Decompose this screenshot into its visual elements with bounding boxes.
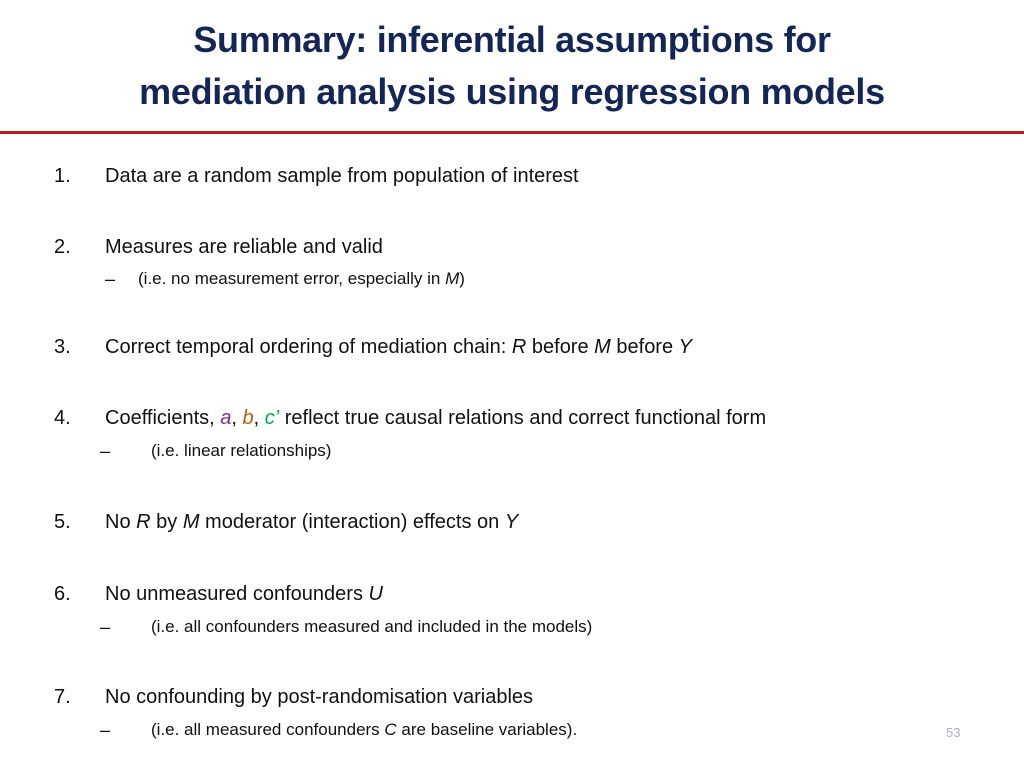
slide-title [0,14,1024,118]
item-2-number: 2. [54,236,71,258]
item-6-text: No unmeasured confounders U [105,583,383,605]
coefficient-c-prime: c’ [264,407,280,429]
item-2-sub-dash: – [105,269,116,289]
item-4-sub-text: (i.e. linear relationships) [151,441,332,460]
coefficient-a: a [220,407,232,429]
item-7-text: No confounding by post-randomisation variables [105,686,534,708]
item-6-sub-text: (i.e. all confounders measured and included in the models) [151,617,593,636]
title-line-1: Summary: inferential assumptions for [193,19,831,60]
item-4-text: Coefficients, a, b, c’ reflect true causal relations and correct functional form [105,407,767,429]
item-2-text: Measures are reliable and valid [105,236,383,258]
item-6-number: 6. [54,583,71,605]
item-1-number: 1. [54,165,71,187]
item-1-text: Data are a random sample from population of interest [105,165,579,187]
page-number: 53 [946,725,961,740]
item-2-sub-text: (i.e. no measurement error, especially in M) [138,269,465,288]
coefficient-b: b [242,407,254,429]
title-line-2: mediation analysis using regression models [139,71,885,112]
item-4-sub-dash: – [100,441,111,461]
item-7-number: 7. [54,686,71,708]
item-5-text: No R by M moderator (interaction) effects on Y [105,511,519,533]
item-3-number: 3. [54,336,71,358]
item-7-sub-text: (i.e. all measured confounders C are baseline variables). [151,720,578,739]
item-4-number: 4. [54,407,71,429]
item-7-sub-dash: – [100,720,111,740]
item-6-sub-dash: – [100,617,111,637]
item-3-text: Correct temporal ordering of mediation chain: R before M before Y [105,336,692,358]
item-5-number: 5. [54,511,71,533]
title-divider [0,131,1024,134]
